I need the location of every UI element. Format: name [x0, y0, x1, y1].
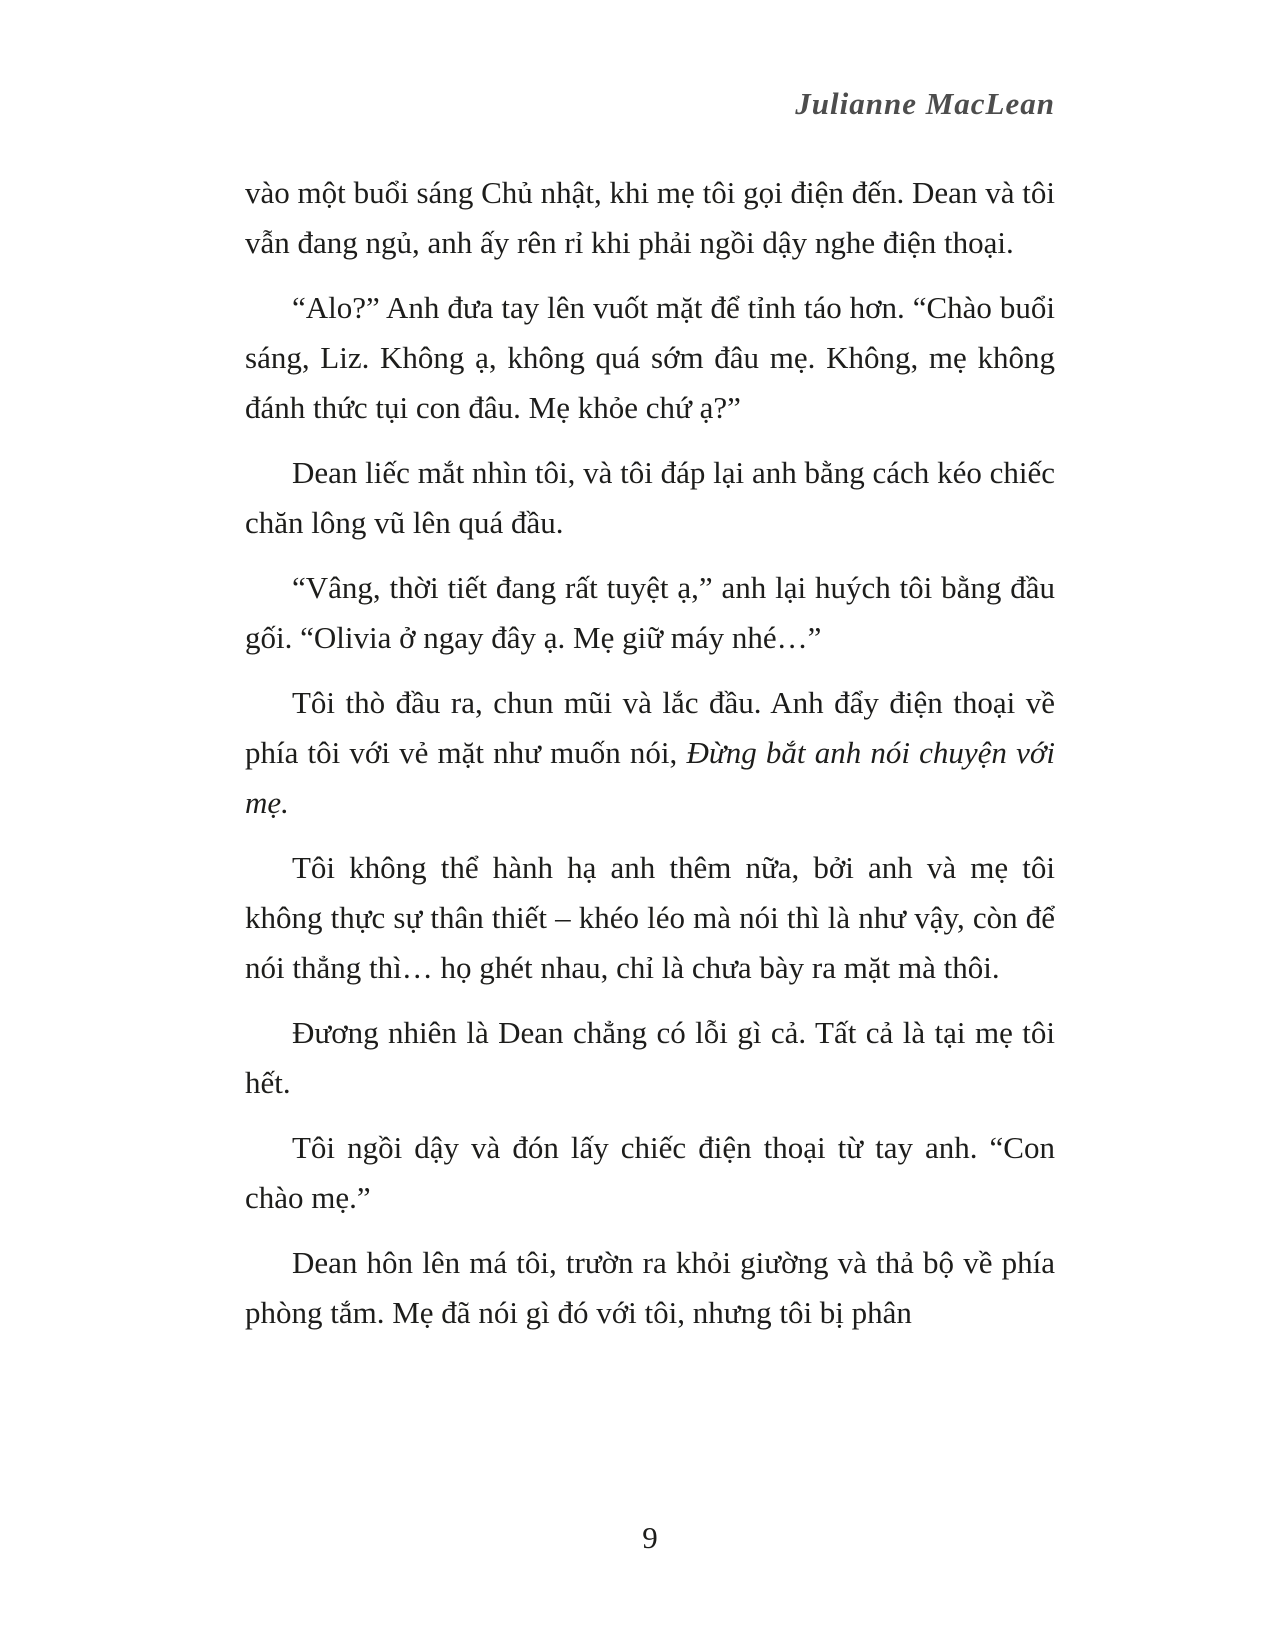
text-run: “Vâng, thời tiết đang rất tuyệt ạ,” anh lại huých tôi bằng đầu gối. “Olivia ở ngay đây ạ. Mẹ giữ máy nhé…”: [245, 570, 1055, 655]
paragraph: [245, 563, 1055, 663]
paragraph: [245, 843, 1055, 993]
paragraph: [245, 1008, 1055, 1108]
italic-text-run: Đừng bắt anh nói chuyện với mẹ.: [245, 735, 1055, 820]
text-run: Dean liếc mắt nhìn tôi, và tôi đáp lại anh bằng cách kéo chiếc chăn lông vũ lên quá đầu.: [245, 455, 1055, 540]
paragraph: [245, 1238, 1055, 1338]
text-run: vào một buổi sáng Chủ nhật, khi mẹ tôi gọi điện đến. Dean và tôi vẫn đang ngủ, anh ấy rên rỉ khi phải ngồi dậy nghe điện thoại.: [245, 175, 1055, 260]
paragraph: [245, 678, 1055, 828]
text-run: Dean hôn lên má tôi, trườn ra khỏi giường và thả bộ về phía phòng tắm. Mẹ đã nói gì đó với tôi, nhưng tôi bị phân: [245, 1245, 1055, 1330]
text-run: Tôi thò đầu ra, chun mũi và lắc đầu. Anh đẩy điện thoại về phía tôi với vẻ mặt như muốn nói,: [245, 685, 1055, 770]
paragraph: [245, 448, 1055, 548]
page-number: 9: [642, 1520, 658, 1555]
text-run: “Alo?” Anh đưa tay lên vuốt mặt để tỉnh táo hơn. “Chào buổi sáng, Liz. Không ạ, không quá sớm đâu mẹ. Không, mẹ không đánh thức tụi con đâu. Mẹ khỏe chứ ạ?”: [245, 290, 1055, 425]
paragraph: [245, 283, 1055, 433]
text-run: Tôi không thể hành hạ anh thêm nữa, bởi anh và mẹ tôi không thực sự thân thiết – khéo léo mà nói thì là như vậy, còn để nói thẳng thì… họ ghét nhau, chỉ là chưa bày ra mặt mà thôi.: [245, 850, 1055, 985]
paragraph: [245, 1123, 1055, 1223]
body-text: [245, 168, 1055, 1338]
text-run: Tôi ngồi dậy và đón lấy chiếc điện thoại từ tay anh. “Con chào mẹ.”: [245, 1130, 1055, 1215]
paragraph: [245, 168, 1055, 268]
running-header-author: Julianne MacLean: [795, 86, 1055, 121]
text-run: Đương nhiên là Dean chẳng có lỗi gì cả. Tất cả là tại mẹ tôi hết.: [245, 1015, 1055, 1100]
